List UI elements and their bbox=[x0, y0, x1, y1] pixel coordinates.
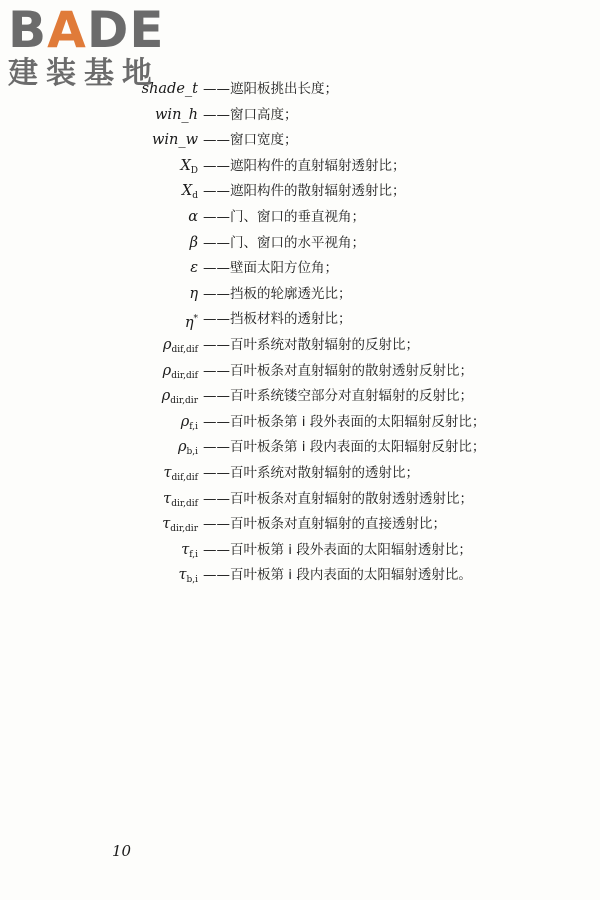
term-row bbox=[0, 154, 600, 180]
term-symbol: $\tau_{dir,dif}$ bbox=[163, 490, 198, 509]
term-symbol: $\tau_{dir,dir}$ bbox=[162, 516, 198, 535]
term-row bbox=[0, 103, 600, 129]
term-row bbox=[0, 512, 600, 538]
term-definition: ——窗口高度； bbox=[203, 106, 298, 123]
logo-subtitle: 建装基地 bbox=[8, 56, 160, 91]
term-symbol: β bbox=[189, 234, 198, 251]
term-symbol: $\rho_{b,i}$ bbox=[177, 439, 198, 458]
term-symbol: win_h bbox=[155, 106, 198, 123]
term-symbol: $\rho_{f,i}$ bbox=[180, 413, 198, 432]
term-row bbox=[0, 205, 600, 231]
term-row bbox=[0, 307, 600, 333]
term-symbol: $\rho_{dir,dif}$ bbox=[162, 362, 198, 381]
term-row bbox=[0, 359, 600, 385]
term-symbol: $X_D$ bbox=[180, 157, 198, 176]
term-symbol: shade_t bbox=[141, 81, 198, 97]
term-definition: ——遮阳构件的直射辐射透射比； bbox=[203, 157, 406, 174]
term-symbol: win_w bbox=[151, 132, 198, 149]
term-row bbox=[0, 538, 600, 564]
term-definition: ——百叶板条第 i 段外表面的太阳辐射反射比； bbox=[203, 413, 486, 430]
term-definition: ——百叶板第 i 段内表面的太阳辐射透射比。 bbox=[203, 567, 472, 584]
term-row bbox=[0, 461, 600, 487]
term-definition: ——门、窗口的水平视角； bbox=[203, 234, 365, 251]
logo-brand: BADE bbox=[8, 1, 165, 59]
term-row bbox=[0, 333, 600, 359]
term-symbol: $X_d$ bbox=[181, 183, 198, 202]
term-row bbox=[0, 128, 600, 154]
term-symbol: $\rho_{dif,dif}$ bbox=[162, 336, 198, 355]
term-definition: ——百叶板条对直射辐射的散射透射反射比； bbox=[203, 362, 473, 379]
term-row bbox=[0, 410, 600, 436]
term-definition: ——百叶板条对直射辐射的散射透射透射比； bbox=[203, 490, 473, 507]
term-definition: ——百叶系统对散射辐射的反射比； bbox=[203, 336, 419, 353]
term-symbol: $\tau_{dif,dif}$ bbox=[163, 464, 198, 483]
term-row bbox=[0, 435, 600, 461]
term-definition: ——挡板的轮廓透光比； bbox=[203, 285, 352, 302]
term-symbol: $\tau_{f,i}$ bbox=[181, 541, 198, 560]
term-definition: ——百叶板条第 i 段内表面的太阳辐射反射比； bbox=[203, 439, 486, 456]
term-symbol: ε bbox=[190, 260, 198, 277]
term-definition: ——遮阳板挑出长度； bbox=[203, 81, 338, 97]
term-row bbox=[0, 563, 600, 589]
term-symbol: $\tau_{b,i}$ bbox=[178, 567, 198, 586]
page-number: 10 bbox=[112, 842, 132, 860]
term-symbol: α bbox=[188, 208, 198, 225]
term-definition: ——壁面太阳方位角； bbox=[203, 260, 338, 277]
term-row bbox=[0, 77, 600, 103]
term-row bbox=[0, 231, 600, 257]
term-definition: ——百叶板条对直射辐射的直接透射比； bbox=[203, 516, 446, 533]
term-definition: ——挡板材料的透射比； bbox=[203, 311, 352, 328]
symbol-list bbox=[0, 77, 600, 589]
term-row bbox=[0, 256, 600, 282]
term-definition: ——百叶板第 i 段外表面的太阳辐射透射比； bbox=[203, 541, 472, 558]
term-symbol: $\rho_{dir,dir}$ bbox=[161, 388, 198, 407]
term-definition: ——百叶系统镂空部分对直射辐射的反射比； bbox=[203, 388, 473, 405]
term-definition: ——遮阳构件的散射辐射透射比； bbox=[203, 183, 406, 200]
term-symbol: η bbox=[189, 285, 198, 302]
term-definition: ——窗口宽度； bbox=[203, 132, 298, 149]
term-row bbox=[0, 487, 600, 513]
term-definition: ——门、窗口的垂直视角； bbox=[203, 208, 365, 225]
term-row bbox=[0, 282, 600, 308]
term-definition: ——百叶系统对散射辐射的透射比； bbox=[203, 464, 419, 481]
term-symbol: η* bbox=[184, 314, 198, 332]
term-row bbox=[0, 179, 600, 205]
term-row bbox=[0, 384, 600, 410]
